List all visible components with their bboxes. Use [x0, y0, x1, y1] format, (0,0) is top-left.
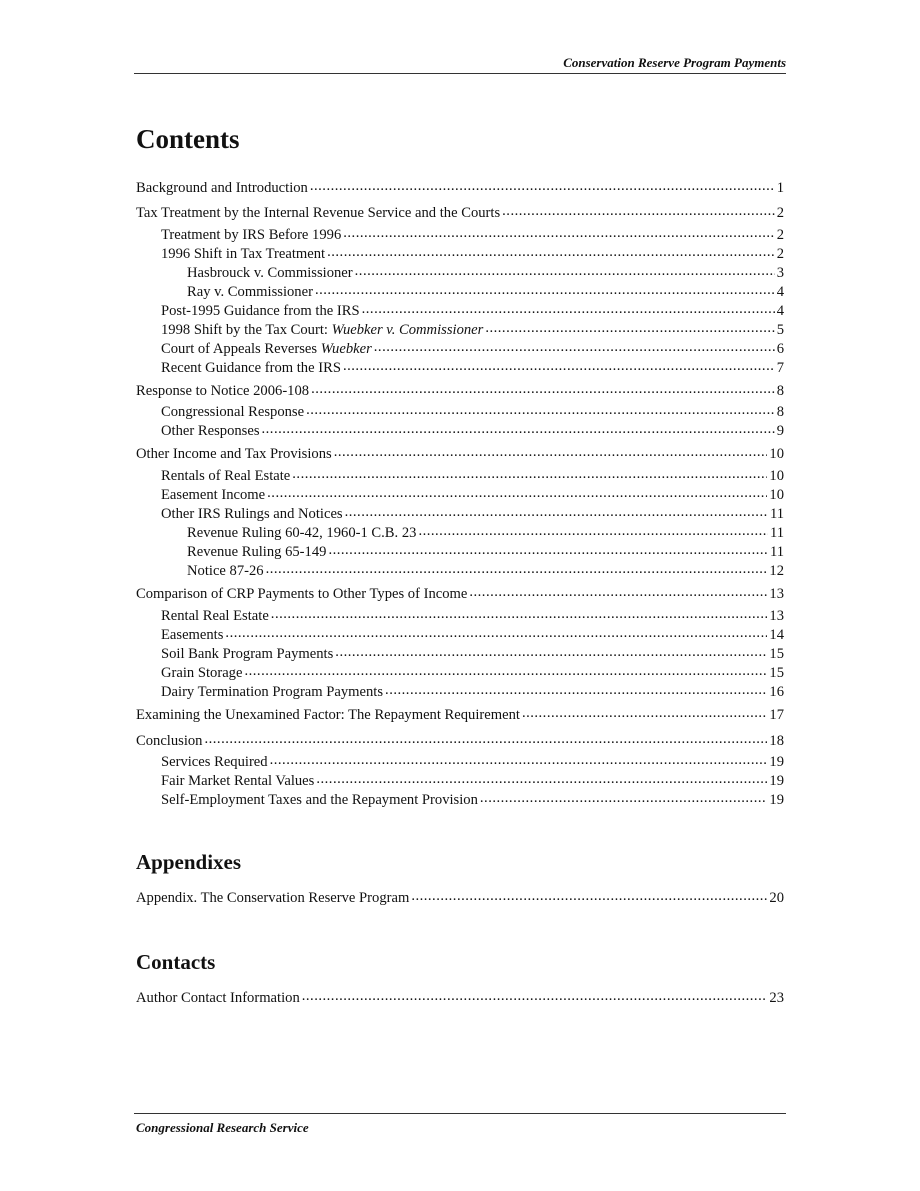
- dot-leader: [306, 402, 775, 416]
- toc-entry[interactable]: [136, 790, 784, 808]
- toc-entry[interactable]: [136, 444, 784, 462]
- toc-entry[interactable]: [136, 504, 784, 522]
- toc-entry-title: [136, 989, 300, 1007]
- toc-entry-page-number: 10: [769, 468, 784, 484]
- dot-leader: [292, 466, 767, 480]
- toc-entry[interactable]: [136, 888, 784, 906]
- dot-leader: [355, 263, 775, 277]
- dot-leader: [502, 203, 775, 217]
- dot-leader: [522, 705, 767, 719]
- toc-entry[interactable]: [136, 771, 784, 789]
- toc-entry-title-text: Other IRS Rulings and Notices: [161, 506, 343, 522]
- toc-entry-page-number: 23: [769, 990, 784, 1006]
- toc-entry[interactable]: [136, 644, 784, 662]
- toc-entry[interactable]: [136, 663, 784, 681]
- toc-entry-title: [161, 645, 333, 663]
- toc-entry-title-text: Grain Storage: [161, 665, 243, 681]
- toc-entry-title: [136, 706, 520, 724]
- toc-entry-page-number: 4: [776, 284, 784, 300]
- toc-entry-title-text: Response to Notice 2006-108: [136, 383, 310, 399]
- toc-entry-title: [161, 753, 268, 771]
- toc-entry[interactable]: [136, 606, 784, 624]
- toc-entry-title-text: Conclusion: [136, 733, 203, 749]
- toc-entry-page-number: 13: [769, 608, 784, 624]
- toc-entry-page-number: 9: [776, 423, 784, 439]
- dot-leader: [204, 731, 767, 745]
- toc-entry-title-text: Recent Guidance from the IRS: [161, 360, 341, 376]
- running-footer: Congressional Research Service: [136, 1120, 309, 1135]
- dot-leader: [267, 485, 767, 499]
- dot-leader: [310, 178, 775, 192]
- dot-leader: [335, 644, 767, 658]
- toc-entry-title: [187, 264, 353, 282]
- toc-entry-page-number: 11: [769, 525, 784, 541]
- toc-entry[interactable]: [136, 282, 784, 300]
- toc-entry-title-text: Other Responses: [161, 423, 260, 439]
- toc-entry-page-number: 11: [769, 506, 784, 522]
- toc-entry-page-number: 13: [769, 586, 784, 602]
- toc-entry-page-number: 11: [769, 544, 784, 560]
- toc-entry-page-number: 2: [776, 227, 784, 243]
- toc-entry-page-number: 2: [776, 246, 784, 262]
- toc-entry-title-text: Rental Real Estate: [161, 608, 269, 624]
- toc-entry-title-text: Rentals of Real Estate: [161, 468, 291, 484]
- dot-leader: [244, 663, 767, 677]
- toc-entry-page-number: 3: [776, 265, 784, 281]
- dot-leader: [327, 244, 775, 258]
- toc-entry[interactable]: [136, 466, 784, 484]
- dot-leader: [374, 339, 775, 353]
- toc-entry-page-number: 14: [769, 627, 784, 643]
- appendixes-heading: Appendixes: [136, 850, 242, 874]
- toc-entry[interactable]: [136, 731, 784, 749]
- dot-leader: [315, 282, 775, 296]
- toc-entry[interactable]: [136, 339, 784, 357]
- toc-entry-title: [161, 791, 478, 809]
- toc-entry[interactable]: [136, 421, 784, 439]
- toc-entry-title-text: Easement Income: [161, 487, 266, 503]
- contacts-heading: Contacts: [136, 950, 216, 974]
- toc-entry[interactable]: [136, 485, 784, 503]
- toc-entry-page-number: 20: [769, 890, 784, 906]
- toc-entry[interactable]: [136, 301, 784, 319]
- dot-leader: [411, 888, 767, 902]
- toc-entry[interactable]: [136, 705, 784, 723]
- dot-leader: [385, 682, 767, 696]
- toc-entry-title: [136, 889, 409, 907]
- toc-entry-title: [161, 664, 242, 682]
- toc-entry-page-number: 19: [769, 773, 784, 789]
- toc-entry-page-number: 2: [776, 205, 784, 221]
- toc-entry[interactable]: [136, 561, 784, 579]
- dot-leader: [343, 358, 775, 372]
- toc-entry-title: [161, 245, 325, 263]
- toc-entry[interactable]: [136, 358, 784, 376]
- toc-entry-title-text: Notice 87-26: [187, 563, 264, 579]
- toc-entry-title: [161, 321, 483, 339]
- dot-leader: [345, 504, 768, 518]
- toc-entry-title-text: Fair Market Rental Values: [161, 773, 315, 789]
- toc-entry-title-text: Tax Treatment by the Internal Revenue Service and the Courts: [136, 205, 501, 221]
- toc-entry-title: [161, 607, 269, 625]
- toc-entry-title: [136, 179, 308, 197]
- dot-leader: [343, 225, 774, 239]
- toc-entry-page-number: 8: [776, 383, 784, 399]
- toc-entry-title-text: Other Income and Tax Provisions: [136, 446, 332, 462]
- running-header: Conservation Reserve Program Payments: [134, 55, 786, 74]
- toc-entry-title-text: Revenue Ruling 65-149: [187, 544, 327, 560]
- toc-entry-title-text: Revenue Ruling 60-42, 1960-1 C.B. 23: [187, 525, 417, 541]
- toc-entry[interactable]: [136, 244, 784, 262]
- dot-leader: [480, 790, 768, 804]
- toc-entry-title-text: Comparison of CRP Payments to Other Types of Income: [136, 586, 468, 602]
- toc-entry-title: [161, 403, 304, 421]
- dot-leader: [311, 381, 775, 395]
- toc-entry-title-italic: Wuebker v. Commissioner: [331, 322, 484, 338]
- contents-heading: Contents: [136, 124, 240, 154]
- toc-entry[interactable]: [136, 178, 784, 196]
- dot-leader: [266, 561, 768, 575]
- dot-leader: [270, 752, 768, 766]
- toc-entry-page-number: 19: [769, 754, 784, 770]
- toc-entry-title-text: Hasbrouck v. Commissioner: [187, 265, 353, 281]
- toc-entry-page-number: 6: [776, 341, 784, 357]
- toc-entry-page-number: 19: [769, 792, 784, 808]
- toc-entry-title-text: Author Contact Information: [136, 990, 300, 1006]
- dot-leader: [418, 523, 768, 537]
- toc-entry-title-text: 1996 Shift in Tax Treatment: [161, 246, 326, 262]
- toc-entry-title: [136, 445, 332, 463]
- dot-leader: [485, 320, 774, 334]
- toc-entry-title: [161, 505, 343, 523]
- toc-entry-title: [161, 467, 290, 485]
- toc-entry-title: [187, 524, 416, 542]
- dot-leader: [328, 542, 768, 556]
- toc-entry-title: [136, 585, 467, 603]
- toc-entry-title: [136, 382, 309, 400]
- toc-entry-page-number: 1: [776, 180, 784, 196]
- toc-entry[interactable]: [136, 542, 784, 560]
- dot-leader: [302, 988, 768, 1002]
- toc-entry[interactable]: [136, 381, 784, 399]
- toc-entry[interactable]: [136, 682, 784, 700]
- toc-entry-title-text: Congressional Response: [161, 404, 305, 420]
- footer-rule: [134, 1113, 786, 1114]
- toc-entry-title-text: Treatment by IRS Before 1996: [161, 227, 342, 243]
- dot-leader: [271, 606, 768, 620]
- toc-entry-title: [161, 340, 372, 358]
- toc-entry-title-text: 1998 Shift by the Tax Court:: [161, 322, 332, 338]
- toc-entry-page-number: 15: [769, 646, 784, 662]
- toc-entry[interactable]: [136, 320, 784, 338]
- toc-entry-title: [161, 683, 383, 701]
- toc-entry[interactable]: [136, 402, 784, 420]
- toc-entry[interactable]: [136, 584, 784, 602]
- toc-entry-title: [161, 626, 223, 644]
- dot-leader: [316, 771, 767, 785]
- toc-entry-page-number: 8: [776, 404, 784, 420]
- toc-entry[interactable]: [136, 225, 784, 243]
- toc-entry-title: [161, 772, 314, 790]
- toc-entry-title-text: Self-Employment Taxes and the Repayment Provision: [161, 792, 478, 808]
- toc-entry[interactable]: [136, 523, 784, 541]
- dot-leader: [362, 301, 775, 315]
- toc-entry-title-text: Easements: [161, 627, 224, 643]
- toc-entry-page-number: 5: [776, 322, 784, 338]
- toc-entry[interactable]: [136, 988, 784, 1006]
- toc-entry[interactable]: [136, 263, 784, 281]
- dot-leader: [334, 444, 768, 458]
- toc-entry-page-number: 18: [769, 733, 784, 749]
- toc-entry-page-number: 10: [769, 446, 784, 462]
- toc-entry-title-text: Appendix. The Conservation Reserve Program: [136, 890, 410, 906]
- toc-entry-title-text: Examining the Unexamined Factor: The Repayment Requirement: [136, 707, 520, 723]
- toc-entry-page-number: 16: [769, 684, 784, 700]
- toc-entry-page-number: 10: [769, 487, 784, 503]
- dot-leader: [262, 421, 775, 435]
- dot-leader: [469, 584, 767, 598]
- toc-entry-page-number: 15: [769, 665, 784, 681]
- toc-entry-title: [187, 562, 264, 580]
- toc-entry-title-text: Ray v. Commissioner: [187, 284, 313, 300]
- toc-entry-title-text: Soil Bank Program Payments: [161, 646, 334, 662]
- toc-entry-title: [161, 359, 341, 377]
- toc-entry-title-text: Services Required: [161, 754, 268, 770]
- toc-entry-title-text: Post-1995 Guidance from the IRS: [161, 303, 360, 319]
- toc-entry-title: [136, 204, 500, 222]
- toc-entry-page-number: 4: [776, 303, 784, 319]
- dot-leader: [225, 625, 767, 639]
- toc-entry-page-number: 17: [769, 707, 784, 723]
- toc-entry-title-italic: Wuebker: [320, 341, 372, 357]
- toc-entry-title: [161, 226, 341, 244]
- toc-entry-page-number: 12: [769, 563, 784, 579]
- toc-entry-title: [161, 302, 360, 320]
- toc-entry-title: [136, 732, 202, 750]
- toc-entry[interactable]: [136, 752, 784, 770]
- toc-entry-page-number: 7: [776, 360, 784, 376]
- toc-entry-title-text: Background and Introduction: [136, 180, 308, 196]
- toc-entry-title: [161, 486, 265, 504]
- toc-entry[interactable]: [136, 203, 784, 221]
- toc-entry-title-text: Court of Appeals Reverses: [161, 341, 321, 357]
- toc-entry[interactable]: [136, 625, 784, 643]
- toc-entry-title: [187, 283, 313, 301]
- toc-entry-title: [161, 422, 260, 440]
- toc-entry-title: [187, 543, 326, 561]
- toc-entry-title-text: Dairy Termination Program Payments: [161, 684, 384, 700]
